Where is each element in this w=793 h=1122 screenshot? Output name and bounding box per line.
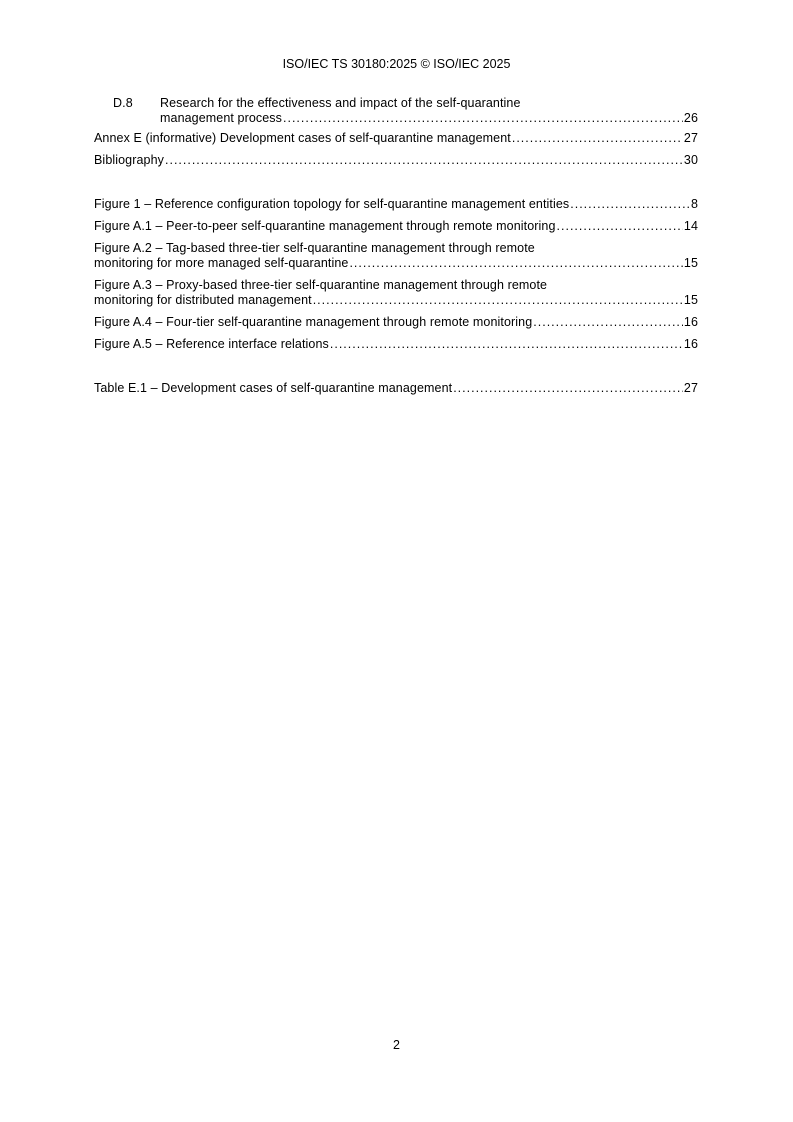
dot-leader (283, 111, 683, 126)
dot-leader (557, 219, 683, 234)
toc-entry-title-line1: Figure A.3 – Proxy-based three-tier self-quarantine management through remote (94, 278, 548, 292)
dot-leader (570, 197, 690, 212)
toc-entry-figure-a4[interactable] (94, 315, 698, 330)
toc-entry-title: Annex E (informative) Development cases of self-quarantine management (94, 131, 511, 145)
toc-entry-bibliography[interactable] (94, 153, 698, 168)
dot-leader (330, 337, 683, 352)
dot-leader (533, 315, 683, 330)
toc-entry-figure-a1[interactable] (94, 219, 698, 234)
toc-entry-title-line2: monitoring for more managed self-quarantine (94, 256, 349, 270)
toc-page-number: 27 (683, 381, 698, 395)
dot-leader (349, 256, 682, 271)
toc-entry-figure-a3[interactable] (94, 278, 698, 308)
toc-entry-title: Table E.1 – Development cases of self-quarantine management (94, 381, 453, 395)
page-number: 2 (393, 1038, 400, 1052)
toc-entry-title-line2: management process (160, 111, 283, 125)
toc-page-number: 14 (683, 219, 698, 233)
toc-entry-title: Figure 1 – Reference configuration topology for self-quarantine management entities (94, 197, 570, 211)
toc-page-number: 30 (683, 153, 698, 167)
toc-entry-title: Figure A.1 – Peer-to-peer self-quarantine management through remote monitoring (94, 219, 556, 233)
toc-page-number: 27 (683, 131, 698, 145)
toc-page-number: 26 (683, 111, 698, 125)
toc-page-number: 8 (690, 197, 698, 211)
dot-leader (453, 381, 683, 396)
toc-entry-title-line1: Research for the effectiveness and impact of the self-quarantine (160, 96, 521, 110)
toc-entry-title: Figure A.4 – Four-tier self-quarantine management through remote monitoring (94, 315, 533, 329)
toc-entry-title: Figure A.5 – Reference interface relations (94, 337, 329, 351)
toc-entry-title-line2: monitoring for distributed management (94, 293, 312, 307)
dot-leader (512, 131, 683, 146)
toc-entry-figure-a5[interactable] (94, 337, 698, 352)
toc-entry-d8[interactable] (94, 96, 698, 126)
toc-entry-title-line1: Figure A.2 – Tag-based three-tier self-quarantine management through remote (94, 241, 535, 255)
toc-page-number: 15 (683, 293, 698, 307)
toc-page-number: 15 (683, 256, 698, 270)
dot-leader (313, 293, 683, 308)
toc-entry-annex-e[interactable] (94, 131, 698, 146)
toc-entry-figure-1[interactable] (94, 197, 698, 212)
dot-leader (165, 153, 683, 168)
toc-page-number: 16 (683, 337, 698, 351)
toc-entry-number: D.8 (113, 96, 133, 110)
toc-entry-table-e1[interactable] (94, 381, 698, 396)
page-header: ISO/IEC TS 30180:2025 © ISO/IEC 2025 (282, 57, 511, 71)
toc-page-number: 16 (683, 315, 698, 329)
toc-entry-figure-a2[interactable] (94, 241, 698, 271)
toc-entry-title: Bibliography (94, 153, 164, 167)
